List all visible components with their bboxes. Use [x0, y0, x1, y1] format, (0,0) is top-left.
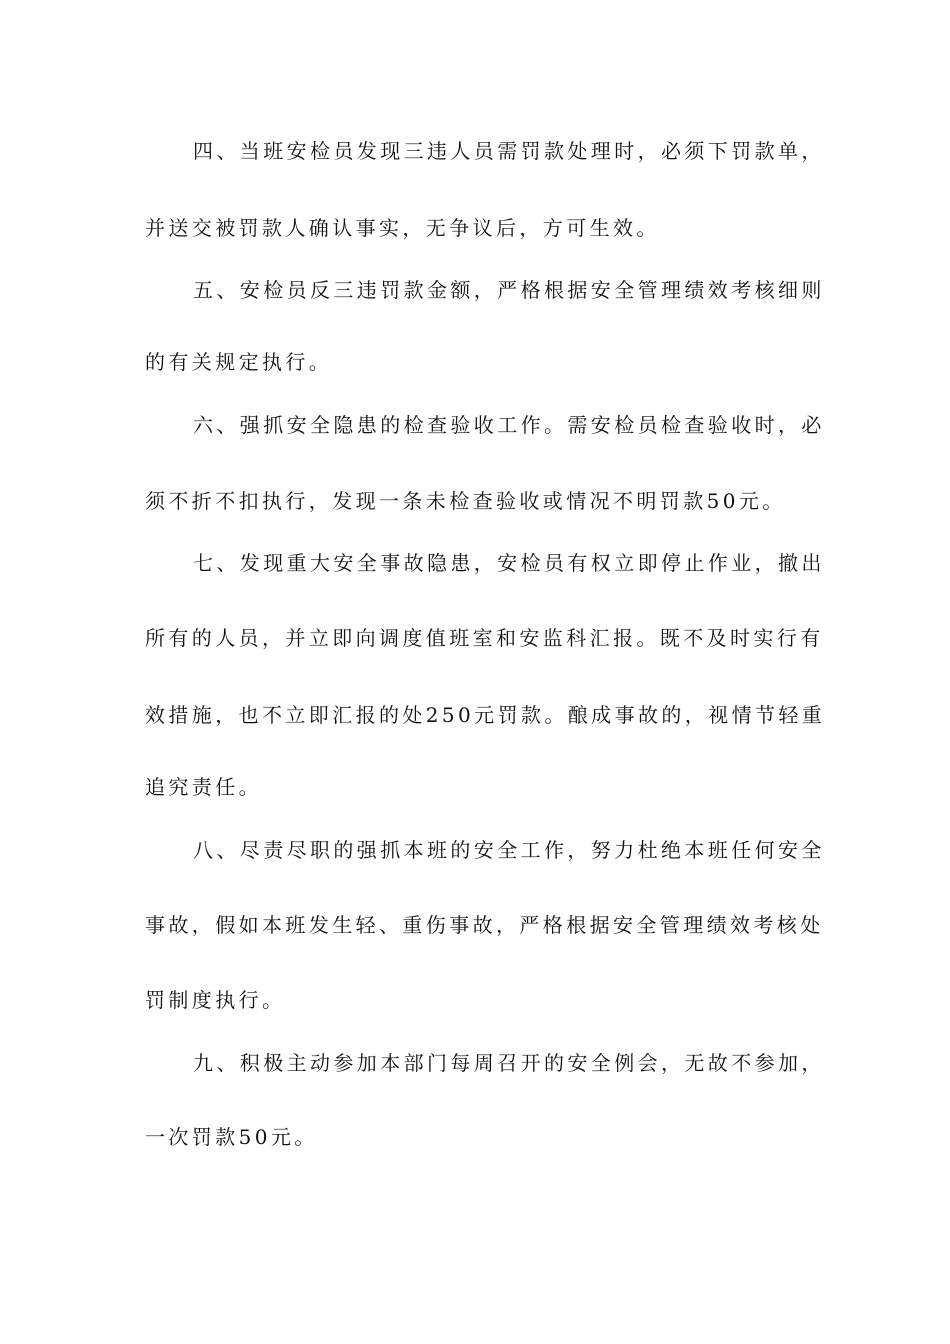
paragraph-8-line-1: 八、尽责尽职的强抓本班的安全工作，努力杜绝本班任何安全 [193, 838, 825, 862]
paragraph-6-line-2: 须不折不扣执行，发现一条未检查验收或情况不明罚款50元。 [145, 489, 786, 513]
paragraph-9-line-2: 一次罚款50元。 [145, 1125, 318, 1149]
paragraph-4-line-1: 四、当班安检员发现三违人员需罚款处理时，必须下罚款单， [193, 139, 825, 163]
paragraph-7-line-1: 七、发现重大安全事故隐患，安检员有权立即停止作业，撤出 [193, 551, 825, 575]
paragraph-8-line-2: 事故，假如本班发生轻、重伤事故，严格根据安全管理绩效考核处 [145, 913, 824, 937]
paragraph-6-line-1: 六、强抓安全隐患的检查验收工作。需安检员检查验收时，必 [193, 413, 825, 437]
paragraph-5-line-1: 五、安检员反三违罚款金额，严格根据安全管理绩效考核细则 [193, 278, 825, 302]
paragraph-9-line-1: 九、积极主动参加本部门每周召开的安全例会，无故不参加， [193, 1051, 825, 1075]
paragraph-7-line-2: 所有的人员，并立即向调度值班室和安监科汇报。既不及时实行有 [145, 626, 824, 650]
paragraph-5-line-2: 的有关规定执行。 [145, 350, 333, 374]
paragraph-7-line-3: 效措施，也不立即汇报的处250元罚款。酿成事故的，视情节轻重 [145, 703, 826, 727]
paragraph-7-line-4: 追究责任。 [145, 775, 262, 799]
paragraph-4-line-2: 并送交被罚款人确认事实，无争议后，方可生效。 [145, 216, 660, 240]
paragraph-8-line-3: 罚制度执行。 [145, 988, 286, 1012]
